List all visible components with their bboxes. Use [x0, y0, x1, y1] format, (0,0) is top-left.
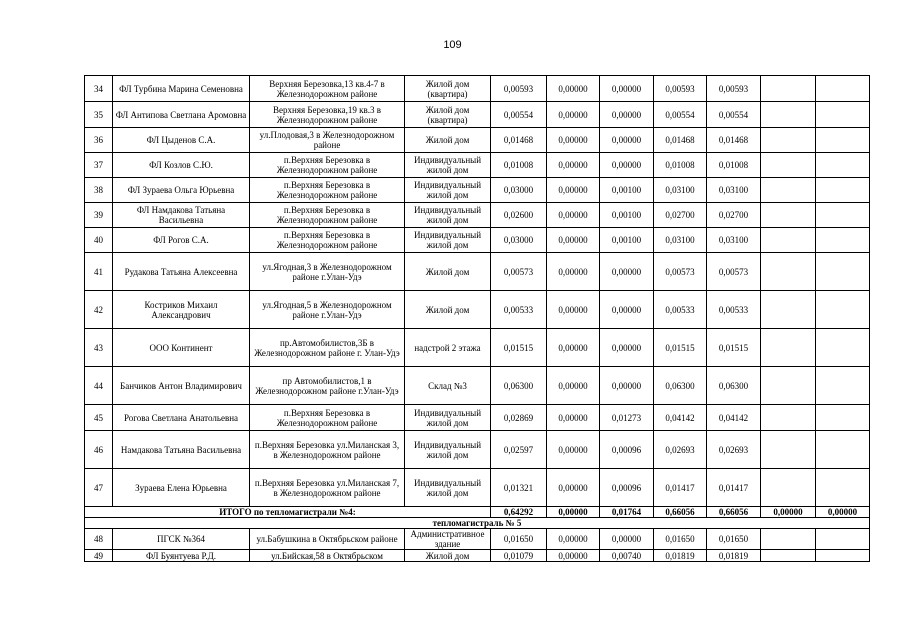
consumer-name: ФЛ Намдакова Татьяна Васильевна — [113, 203, 250, 228]
page-number: 109 — [443, 39, 462, 51]
row-number: 35 — [85, 102, 113, 128]
row-number: 42 — [85, 291, 113, 329]
load-value-3: 0,00100 — [600, 203, 654, 228]
total-group — [85, 507, 870, 529]
row-number: 49 — [85, 550, 113, 562]
load-value-6 — [761, 529, 816, 550]
load-value-4: 0,06300 — [654, 367, 707, 405]
load-value-1: 0,00554 — [491, 102, 547, 128]
load-value-2: 0,00000 — [547, 405, 600, 431]
total-value-4: 0,66056 — [654, 507, 707, 518]
load-value-7 — [816, 102, 870, 128]
object-type: Индивидуальный жилой дом — [405, 203, 491, 228]
load-value-1: 0,01008 — [491, 153, 547, 178]
consumer-address: п.Верхняя Березовка в Железнодорожном районе — [250, 228, 405, 253]
load-value-4: 0,01650 — [654, 529, 707, 550]
table-row — [85, 405, 870, 431]
load-value-1: 0,03000 — [491, 228, 547, 253]
load-value-3: 0,00000 — [600, 76, 654, 102]
consumer-name: ФЛ Антипова Светлана Аромовна — [113, 102, 250, 128]
load-value-4: 0,00533 — [654, 291, 707, 329]
load-value-5: 0,01008 — [707, 153, 761, 178]
load-value-1: 0,01515 — [491, 329, 547, 367]
consumer-name: ФЛ Рогов С.А. — [113, 228, 250, 253]
load-value-4: 0,03100 — [654, 228, 707, 253]
consumer-name: Костриков Михаил Александрович — [113, 291, 250, 329]
load-value-2: 0,00000 — [547, 431, 600, 469]
load-value-1: 0,02600 — [491, 203, 547, 228]
load-value-6 — [761, 153, 816, 178]
load-value-5: 0,00593 — [707, 76, 761, 102]
table-row — [85, 153, 870, 178]
row-number: 38 — [85, 178, 113, 203]
load-value-2: 0,00000 — [547, 329, 600, 367]
load-value-2: 0,00000 — [547, 253, 600, 291]
load-value-5: 0,03100 — [707, 178, 761, 203]
load-value-2: 0,00000 — [547, 228, 600, 253]
load-value-5: 0,06300 — [707, 367, 761, 405]
load-value-3: 0,01273 — [600, 405, 654, 431]
load-value-4: 0,00554 — [654, 102, 707, 128]
load-value-5: 0,04142 — [707, 405, 761, 431]
row-number: 48 — [85, 529, 113, 550]
consumer-address: п.Верхняя Березовка в Железнодорожном районе — [250, 405, 405, 431]
load-value-6 — [761, 102, 816, 128]
consumer-name: ФЛ Буянтуева Р.Д. — [113, 550, 250, 562]
consumer-address: ул.Ягодная,3 в Железнодорожном районе г.Улан-Удэ — [250, 253, 405, 291]
object-type: Индивидуальный жилой дом — [405, 431, 491, 469]
load-value-3: 0,00000 — [600, 291, 654, 329]
load-value-3: 0,00100 — [600, 178, 654, 203]
load-value-7 — [816, 291, 870, 329]
load-value-5: 0,00554 — [707, 102, 761, 128]
load-value-3: 0,00000 — [600, 253, 654, 291]
load-value-1: 0,01650 — [491, 529, 547, 550]
object-type: Индивидуальный жилой дом — [405, 228, 491, 253]
consumer-name: ПГСК №364 — [113, 529, 250, 550]
load-value-6 — [761, 76, 816, 102]
object-type: Индивидуальный жилой дом — [405, 178, 491, 203]
object-type: Жилой дом — [405, 128, 491, 153]
consumer-name: Намдакова Татьяна Васильевна — [113, 431, 250, 469]
object-type: Жилой дом — [405, 291, 491, 329]
table-row — [85, 178, 870, 203]
object-type: Жилой дом (квартира) — [405, 76, 491, 102]
load-value-5: 0,01819 — [707, 550, 761, 562]
load-value-3: 0,00000 — [600, 102, 654, 128]
load-value-2: 0,00000 — [547, 529, 600, 550]
load-value-5: 0,01650 — [707, 529, 761, 550]
load-value-4: 0,04142 — [654, 405, 707, 431]
load-value-7 — [816, 178, 870, 203]
load-value-5: 0,02693 — [707, 431, 761, 469]
total-value-5: 0,66056 — [707, 507, 761, 518]
total-label: ИТОГО по тепломагистрали №4: — [85, 507, 491, 518]
row-number: 40 — [85, 228, 113, 253]
rows-group-a — [85, 76, 870, 507]
load-value-3: 0,00000 — [600, 128, 654, 153]
load-value-4: 0,01515 — [654, 329, 707, 367]
consumers-table — [84, 75, 870, 562]
table-row — [85, 228, 870, 253]
load-value-1: 0,01079 — [491, 550, 547, 562]
consumer-address: п.Верхняя Березовка ул.Миланская 7, в Железнодорожном районе — [250, 469, 405, 507]
row-number: 47 — [85, 469, 113, 507]
load-value-2: 0,00000 — [547, 550, 600, 562]
object-type: Жилой дом (квартира) — [405, 102, 491, 128]
consumer-address: ул.Бабушкина в Октябрьском районе — [250, 529, 405, 550]
load-value-7 — [816, 128, 870, 153]
object-type: надстрой 2 этажа — [405, 329, 491, 367]
load-value-2: 0,00000 — [547, 153, 600, 178]
table-row — [85, 102, 870, 128]
total-value-6: 0,00000 — [761, 507, 816, 518]
row-number: 46 — [85, 431, 113, 469]
table-row — [85, 367, 870, 405]
load-value-6 — [761, 228, 816, 253]
consumer-address: п.Верхняя Березовка в Железнодорожном районе — [250, 153, 405, 178]
object-type: Жилой дом — [405, 253, 491, 291]
load-value-5: 0,02700 — [707, 203, 761, 228]
load-value-4: 0,02693 — [654, 431, 707, 469]
consumer-address: ул.Бийская,58 в Октябрьском — [250, 550, 405, 562]
consumer-name: ФЛ Турбина Марина Семеновна — [113, 76, 250, 102]
row-number: 34 — [85, 76, 113, 102]
table-row — [85, 291, 870, 329]
object-type: Индивидуальный жилой дом — [405, 469, 491, 507]
load-value-5: 0,00573 — [707, 253, 761, 291]
load-value-7 — [816, 253, 870, 291]
load-value-3: 0,00000 — [600, 529, 654, 550]
load-value-5: 0,01468 — [707, 128, 761, 153]
load-value-7 — [816, 76, 870, 102]
load-value-7 — [816, 529, 870, 550]
load-value-3: 0,00740 — [600, 550, 654, 562]
load-value-3: 0,00000 — [600, 367, 654, 405]
object-type: Административное здание — [405, 529, 491, 550]
table-row — [85, 329, 870, 367]
total-row — [85, 507, 870, 518]
load-value-4: 0,00593 — [654, 76, 707, 102]
load-value-6 — [761, 431, 816, 469]
row-number: 36 — [85, 128, 113, 153]
load-value-3: 0,00000 — [600, 329, 654, 367]
load-value-2: 0,00000 — [547, 128, 600, 153]
load-value-5: 0,01417 — [707, 469, 761, 507]
load-value-1: 0,01468 — [491, 128, 547, 153]
row-number: 45 — [85, 405, 113, 431]
total-value-7: 0,00000 — [816, 507, 870, 518]
consumer-name: Банчиков Антон Владимирович — [113, 367, 250, 405]
load-value-4: 0,01417 — [654, 469, 707, 507]
table-row — [85, 550, 870, 562]
load-value-6 — [761, 291, 816, 329]
table-row — [85, 469, 870, 507]
load-value-6 — [761, 405, 816, 431]
table-row — [85, 431, 870, 469]
load-value-1: 0,02869 — [491, 405, 547, 431]
load-value-1: 0,01321 — [491, 469, 547, 507]
load-value-6 — [761, 178, 816, 203]
load-value-1: 0,00593 — [491, 76, 547, 102]
load-value-4: 0,01819 — [654, 550, 707, 562]
consumer-name: ФЛ Цыденов С.А. — [113, 128, 250, 153]
consumer-name: Рудакова Татьяна Алексеевна — [113, 253, 250, 291]
table-row — [85, 128, 870, 153]
load-value-2: 0,00000 — [547, 291, 600, 329]
table-row — [85, 253, 870, 291]
load-value-3: 0,00100 — [600, 228, 654, 253]
load-value-1: 0,00533 — [491, 291, 547, 329]
load-value-6 — [761, 469, 816, 507]
load-value-4: 0,01008 — [654, 153, 707, 178]
row-number: 44 — [85, 367, 113, 405]
consumer-address: ул.Плодовая,3 в Железнодорожном районе — [250, 128, 405, 153]
load-value-5: 0,00533 — [707, 291, 761, 329]
load-value-6 — [761, 203, 816, 228]
load-value-4: 0,03100 — [654, 178, 707, 203]
section-row — [85, 518, 870, 529]
load-value-7 — [816, 550, 870, 562]
load-value-7 — [816, 431, 870, 469]
row-number: 39 — [85, 203, 113, 228]
load-value-7 — [816, 329, 870, 367]
load-value-7 — [816, 469, 870, 507]
consumer-address: п.Верхняя Березовка в Железнодорожном районе — [250, 203, 405, 228]
load-value-5: 0,01515 — [707, 329, 761, 367]
load-value-7 — [816, 367, 870, 405]
consumer-name: Зураева Елена Юрьевна — [113, 469, 250, 507]
load-value-2: 0,00000 — [547, 102, 600, 128]
load-value-4: 0,00573 — [654, 253, 707, 291]
load-value-2: 0,00000 — [547, 367, 600, 405]
total-value-1: 0,64292 — [491, 507, 547, 518]
load-value-7 — [816, 405, 870, 431]
consumer-address: ул.Ягодная,5 в Железнодорожном районе г.Улан-Удэ — [250, 291, 405, 329]
load-value-1: 0,03000 — [491, 178, 547, 203]
load-value-6 — [761, 253, 816, 291]
consumer-address: п.Верхняя Березовка в Железнодорожном районе — [250, 178, 405, 203]
load-value-2: 0,00000 — [547, 203, 600, 228]
table-row — [85, 529, 870, 550]
consumer-address: Верхняя Березовка,19 кв.3 в Железнодорожном районе — [250, 102, 405, 128]
consumer-address: пр Автомобилистов,1 в Железнодорожном районе г.Улан-Удэ — [250, 367, 405, 405]
load-value-7 — [816, 228, 870, 253]
load-value-4: 0,02700 — [654, 203, 707, 228]
load-value-7 — [816, 203, 870, 228]
load-value-6 — [761, 329, 816, 367]
section-heading: тепломагистраль № 5 — [85, 518, 870, 529]
row-number: 43 — [85, 329, 113, 367]
consumer-name: ФЛ Зураева Ольга Юрьевна — [113, 178, 250, 203]
load-value-1: 0,00573 — [491, 253, 547, 291]
load-value-3: 0,00000 — [600, 153, 654, 178]
load-value-3: 0,00096 — [600, 431, 654, 469]
load-value-2: 0,00000 — [547, 469, 600, 507]
object-type: Индивидуальный жилой дом — [405, 153, 491, 178]
object-type: Индивидуальный жилой дом — [405, 405, 491, 431]
load-value-4: 0,01468 — [654, 128, 707, 153]
load-value-6 — [761, 550, 816, 562]
load-value-7 — [816, 153, 870, 178]
load-value-5: 0,03100 — [707, 228, 761, 253]
row-number: 37 — [85, 153, 113, 178]
consumer-name: Рогова Светлана Анатольевна — [113, 405, 250, 431]
table-row — [85, 203, 870, 228]
consumer-address: п.Верхняя Березовка ул.Миланская 3, в Железнодорожном районе — [250, 431, 405, 469]
load-value-1: 0,06300 — [491, 367, 547, 405]
row-number: 41 — [85, 253, 113, 291]
consumer-address: Верхняя Березовка,13 кв.4-7 в Железнодорожном районе — [250, 76, 405, 102]
object-type: Жилой дом — [405, 550, 491, 562]
table-row — [85, 76, 870, 102]
consumer-name: ООО Континент — [113, 329, 250, 367]
rows-group-b — [85, 529, 870, 562]
load-value-2: 0,00000 — [547, 76, 600, 102]
total-value-3: 0,01764 — [600, 507, 654, 518]
total-value-2: 0,00000 — [547, 507, 600, 518]
consumer-name: ФЛ Козлов С.Ю. — [113, 153, 250, 178]
load-value-2: 0,00000 — [547, 178, 600, 203]
load-value-1: 0,02597 — [491, 431, 547, 469]
load-value-6 — [761, 367, 816, 405]
load-value-3: 0,00096 — [600, 469, 654, 507]
consumer-address: пр.Автомобилистов,3Б в Железнодорожном районе г. Улан-Удэ — [250, 329, 405, 367]
object-type: Склад №3 — [405, 367, 491, 405]
load-value-6 — [761, 128, 816, 153]
